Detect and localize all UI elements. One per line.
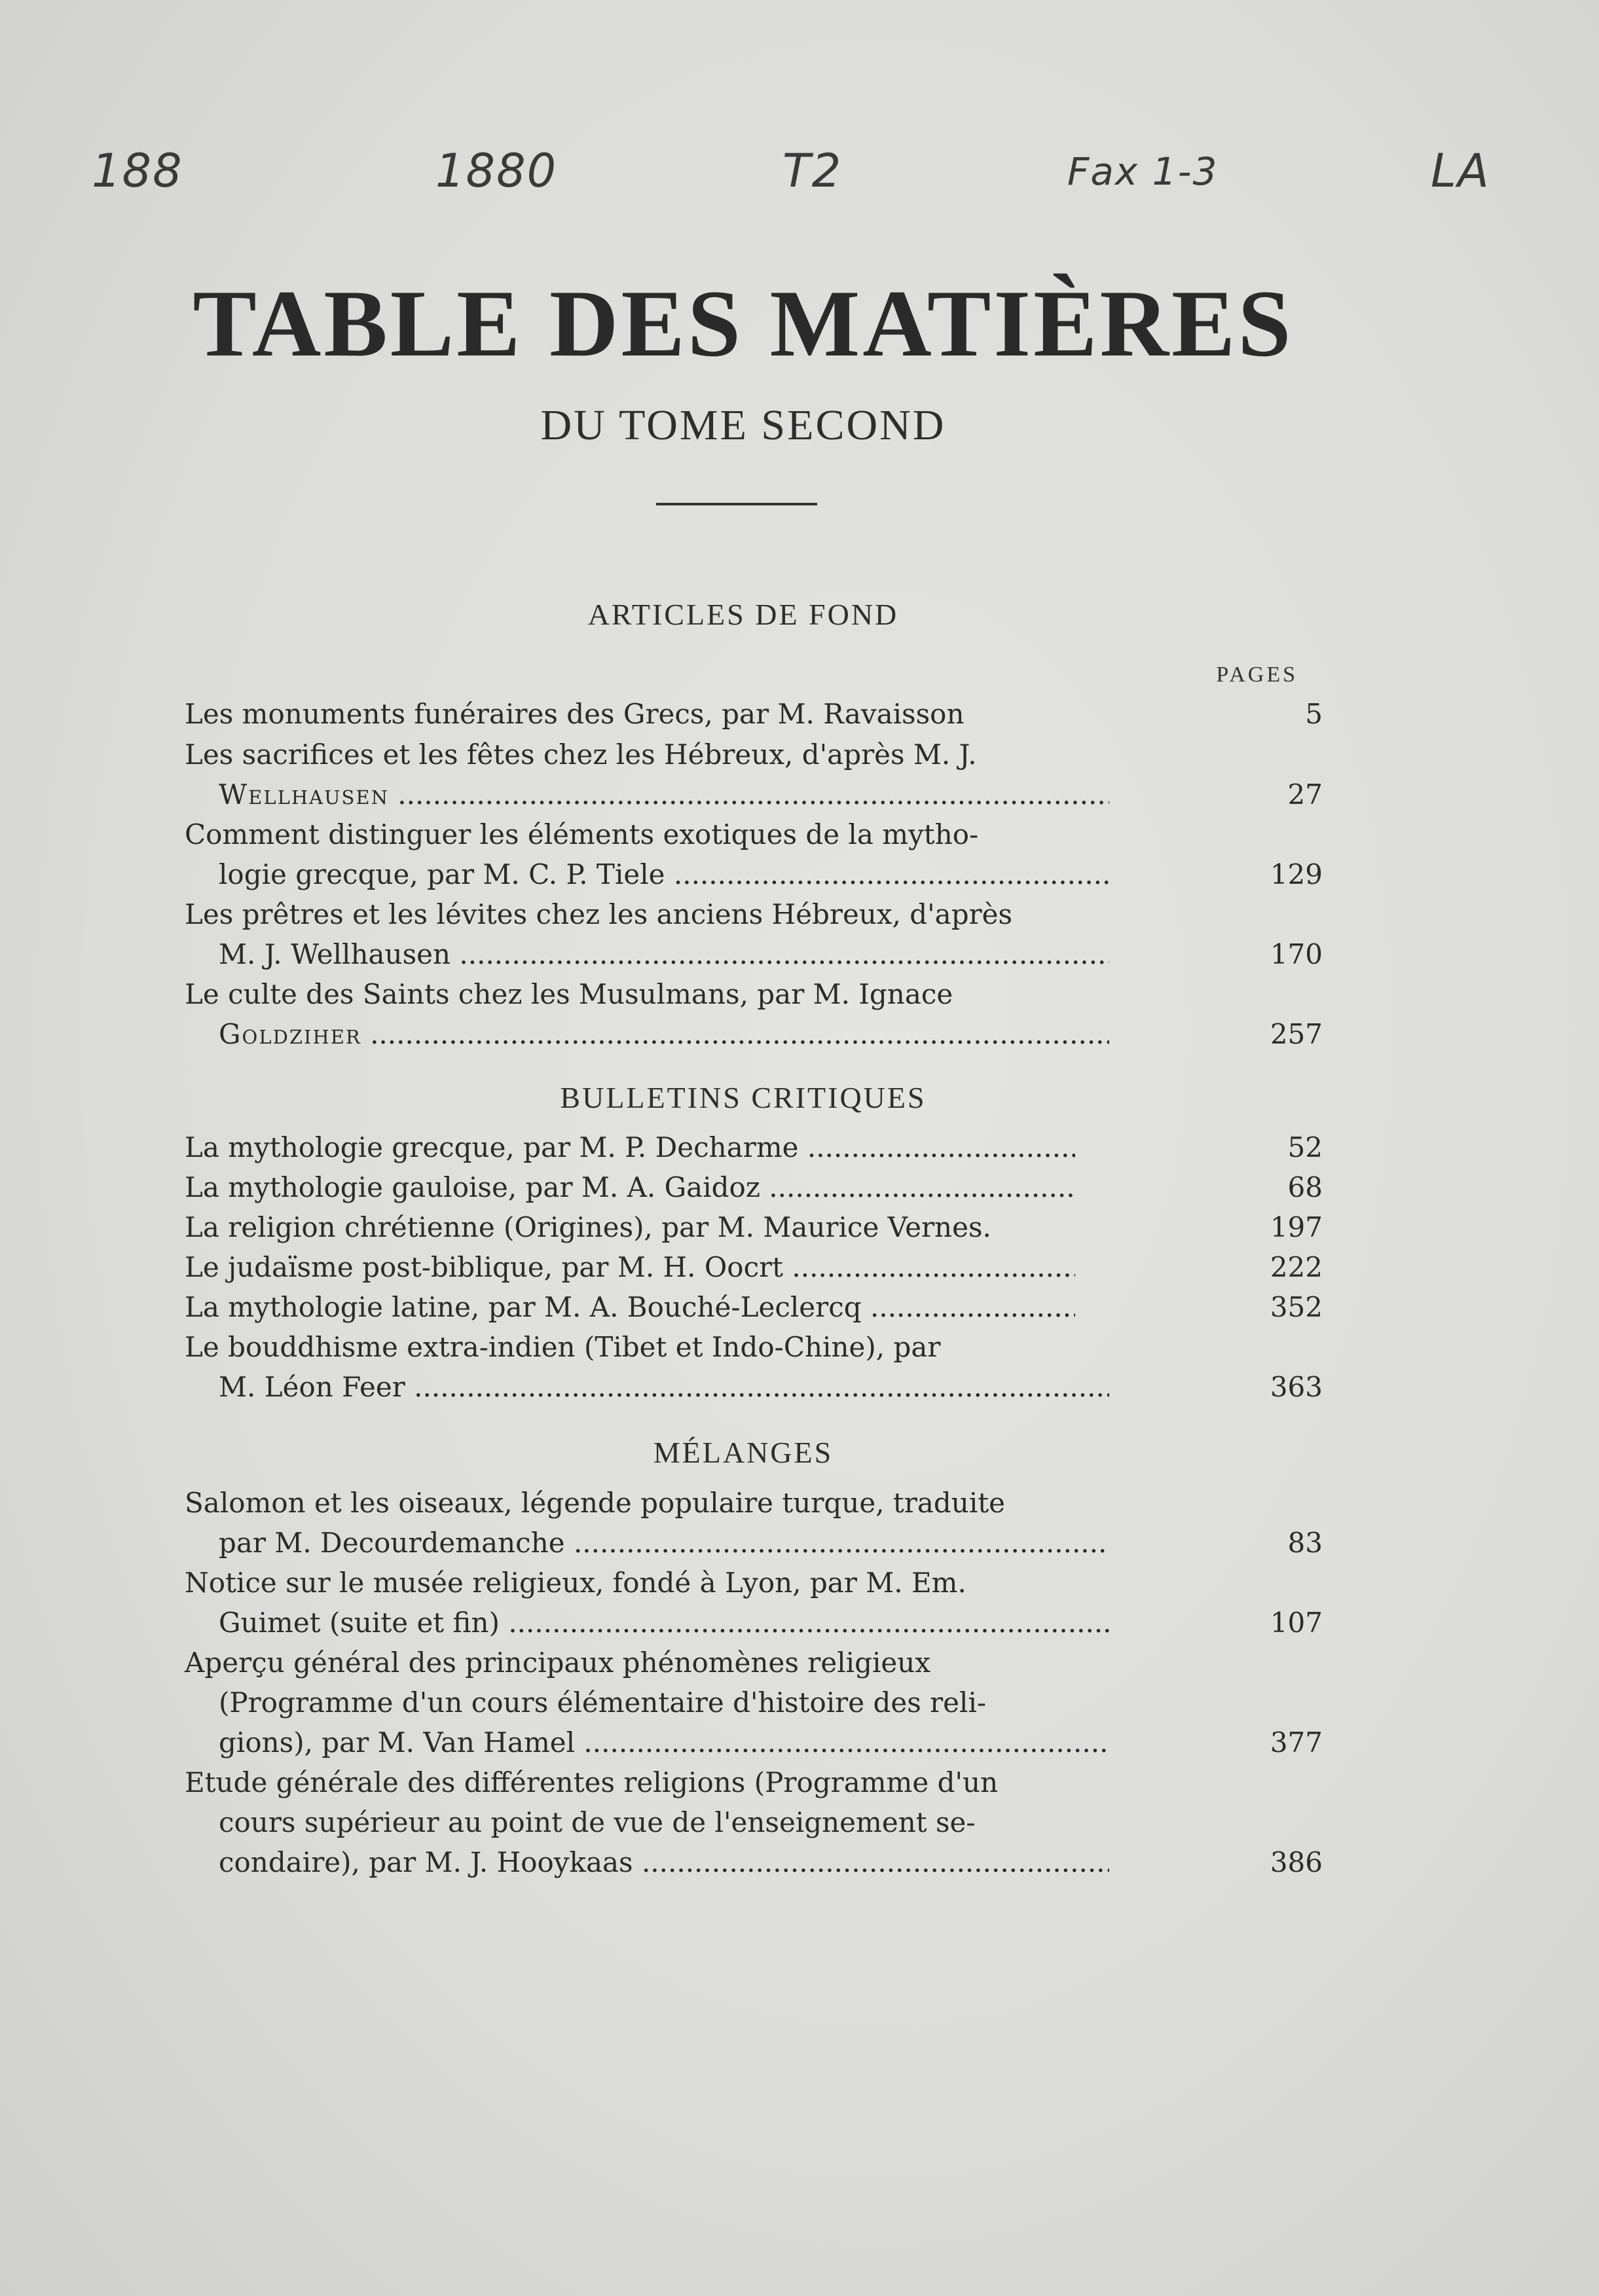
toc-entry[interactable]: Notice sur le musée religieux, fondé à Lyon, par M. Em. Guimet (suite et fin) ..... 107: [185, 1563, 1323, 1643]
page-number: 107: [1270, 1607, 1323, 1639]
page-subtitle: DU TOME SECOND: [540, 401, 946, 449]
toc-entry[interactable]: Les sacrifices et les fêtes chez les Hébreux, d'après M. J. Wellhausen ..... 27: [185, 735, 1323, 814]
page-title: TABLE DES MATIÈRES: [193, 270, 1294, 376]
handwritten-annotation: Fax 1-3: [1067, 149, 1219, 194]
toc-entry[interactable]: La religion chrétienne (Origines), par M. Maurice Vernes. 197: [185, 1207, 1323, 1247]
page-number: 68: [1287, 1171, 1323, 1203]
section-heading-articles: ARTICLES DE FOND: [587, 598, 899, 631]
handwritten-annotation: LA: [1431, 144, 1490, 198]
page-number: 170: [1270, 938, 1323, 970]
toc-entry[interactable]: La mythologie latine, par M. A. Bouché-Leclercq ..... 352: [185, 1287, 1323, 1327]
page-number: 83: [1287, 1527, 1323, 1559]
page-number: 363: [1270, 1371, 1323, 1403]
page-number: 129: [1270, 858, 1323, 890]
section-heading-melanges: MÉLANGES: [653, 1436, 834, 1469]
toc-entry[interactable]: La mythologie gauloise, par M. A. Gaidoz ..... 68: [185, 1167, 1323, 1207]
toc-entry[interactable]: Salomon et les oiseaux, légende populaire turque, traduite par M. Decourdemanche ..... 83: [185, 1483, 1323, 1563]
page-number: 257: [1270, 1018, 1323, 1050]
page-number: 5: [1305, 698, 1323, 730]
page-number: 222: [1270, 1251, 1323, 1283]
handwritten-annotation: 1880: [435, 144, 558, 198]
handwritten-annotation: T2: [782, 144, 843, 198]
page-number: 352: [1270, 1291, 1323, 1323]
toc-entry[interactable]: Les prêtres et les lévites chez les anciens Hébreux, d'après M. J. Wellhausen ..... 170: [185, 894, 1323, 974]
toc-entry[interactable]: Etude générale des différentes religions (Programme d'un cours supérieur au point de vue de l'enseignement se- condaire), par M. J. Hooykaas ..... 386: [185, 1762, 1323, 1882]
toc-entry[interactable]: Aperçu général des principaux phénomènes religieux (Programme d'un cours élémentaire d'histoire des reli- gions), par M. Van Hamel ..... 377: [185, 1643, 1323, 1762]
toc-entry[interactable]: La mythologie grecque, par M. P. Decharme ..... 52: [185, 1127, 1323, 1167]
toc-entry[interactable]: Le bouddhisme extra-indien (Tibet et Indo-Chine), par M. Léon Feer ..... 363: [185, 1327, 1323, 1407]
toc-entry[interactable]: Comment distinguer les éléments exotiques de la mytho- logie grecque, par M. C. P. Tiele ..... 129: [185, 814, 1323, 894]
page-number: 52: [1287, 1131, 1323, 1163]
toc-entry[interactable]: Le judaïsme post-biblique, par M. H. Oocrt ..... 222: [185, 1247, 1323, 1287]
page-number: 377: [1270, 1726, 1323, 1758]
handwritten-annotation: 188: [92, 144, 183, 198]
page-number: 27: [1287, 778, 1323, 811]
pages-column-label: PAGES: [1216, 663, 1298, 687]
section-heading-bulletins: BULLETINS CRITIQUES: [560, 1081, 927, 1114]
title-rule: [656, 503, 817, 505]
page-number: 197: [1270, 1211, 1323, 1243]
toc-entry[interactable]: Les monuments funéraires des Grecs, par M. Ravaisson 5: [185, 694, 1323, 734]
toc-entry[interactable]: Le culte des Saints chez les Musulmans, par M. Ignace Goldziher ..... 257: [185, 974, 1323, 1054]
page-number: 386: [1270, 1846, 1323, 1878]
